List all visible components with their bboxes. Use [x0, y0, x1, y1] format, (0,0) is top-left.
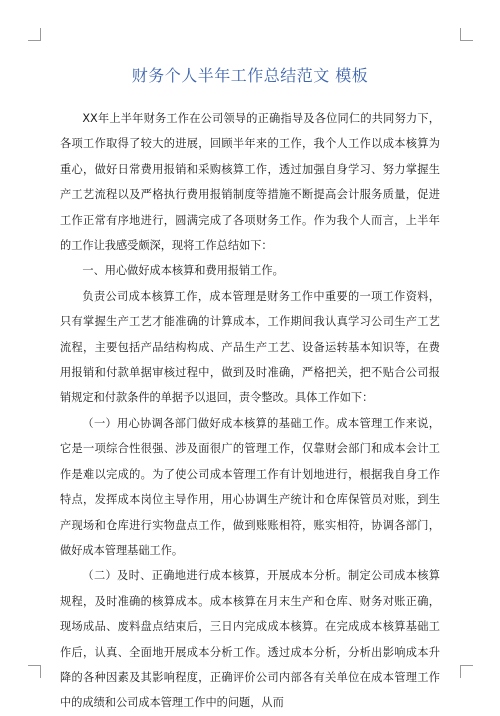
- crop-mark-top-right: [460, 28, 473, 41]
- document-body: [60, 106, 440, 716]
- paragraph: （一）用心协调各部门做好成本核算的基础工作。成本管理工作来说，它是一项综合性很强、涉及面很广的管理工作，仅靠财会部门和成本会计工作是难以完成的。为了使公司成本管理工作有计划地进行，根据我自身工作特点，发挥成本岗位主导作用，用心协调生产统计和仓库保管员对账，到生产现场和仓库进行实物盘点工作，做到账账相符，账实相符，协调各部门，做好成本管理基础工作。: [60, 416, 440, 557]
- crop-mark-top-left: [28, 28, 41, 41]
- crop-mark-bottom-right: [460, 665, 473, 678]
- paragraph: 负责公司成本核算工作，成本管理是财务工作中重要的一项工作资料，只有掌握生产工艺才能准确的计算成本，工作期间我认真学习公司生产工艺流程，主要包括产品结构构成、产品生产工艺、设备运转基本知识等，在费用报销和付款单据审核过程中，做到及时准确，严格把关，把不贴合公司报销规定和付款条件的单据予以退回，责令整改。具体工作如下：: [60, 289, 440, 405]
- section-heading: 一、用心做好成本核算和费用报销工作。: [82, 264, 284, 278]
- crop-mark-bottom-left: [28, 665, 41, 678]
- paragraph-intro: XX年上半年财务工作在公司领导的正确指导及各位同仁的共同努力下，各项工作取得了较大的进展，回顾半年来的工作，我个人工作以成本核算为重心，做好日常费用报销和采购核算工作，透过加强自身学习、努力掌握生产工艺流程以及严格执行费用报销制度等措施不断提高会计服务质量，促进工作正常有序地进行，圆满完成了各项财务工作。作为我个人而言，上半年的工作让我感受颇深，现将工作总结如下：: [60, 112, 440, 253]
- document-title: 财务个人半年工作总结范文 模板: [131, 66, 369, 85]
- paragraph: （二）及时、正确地进行成本核算，开展成本分析。制定公司成本核算规程，及时准确的核算成本。成本核算在月末生产和仓库、财务对账正确，现场成品、废料盘点结束后，三日内完成成本核算。在完成成本核算基础工作后，认真、全面地开展成本分析工作。透过成本分析，分析出影响成本升降的各种因素及其影响程度，正确评价公司内部各有关单位在成本管理工作中的成绩和公司成本管理工作中的问题，从而: [60, 569, 440, 710]
